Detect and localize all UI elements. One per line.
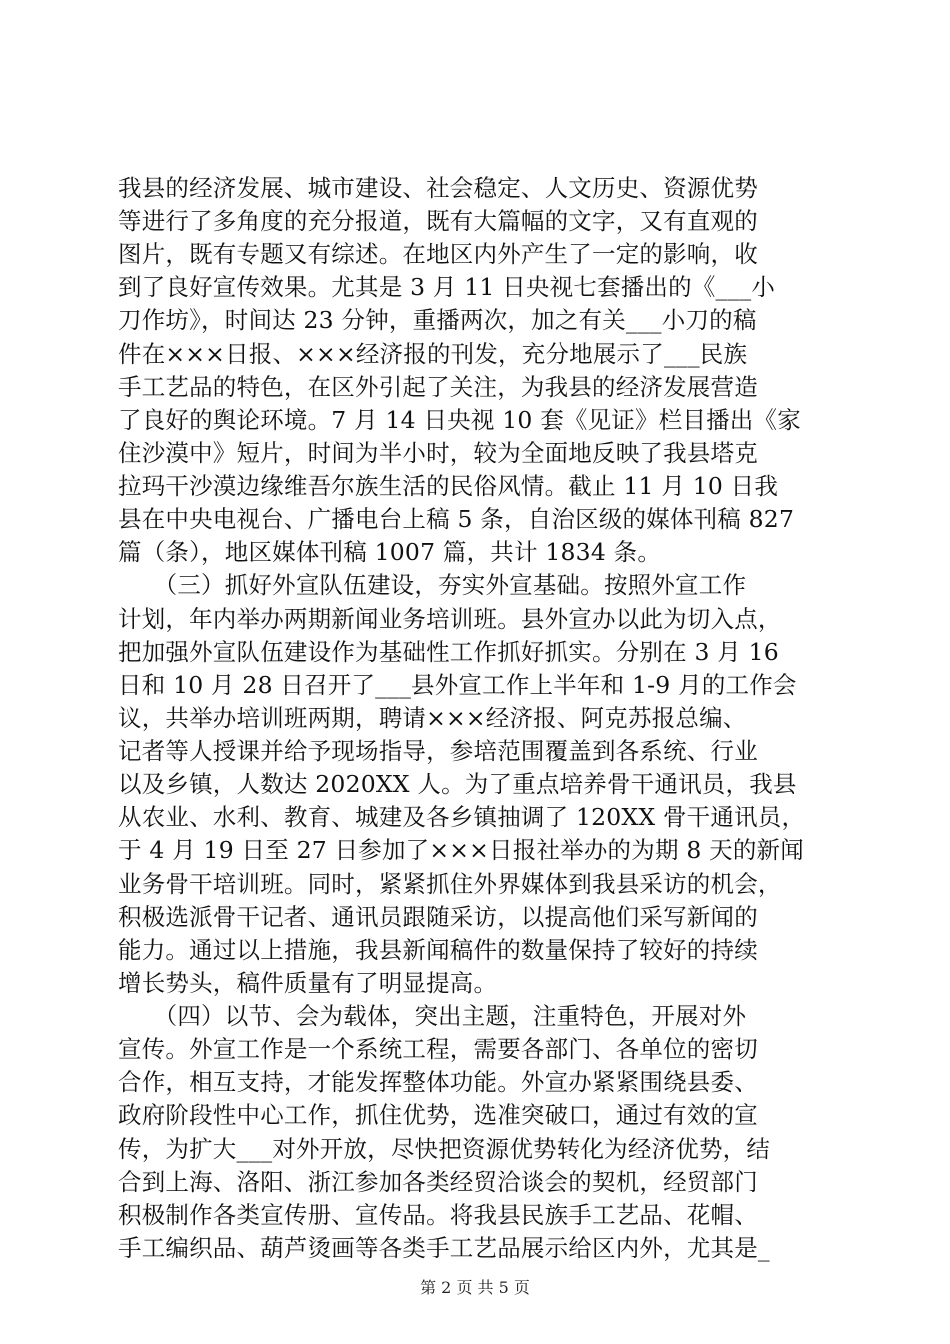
paragraph-line: 从农业、水利、教育、城建及各乡镇抽调了 120XX 骨干通讯员， <box>118 803 806 832</box>
paragraph-line: 增长势头，稿件质量有了明显提高。 <box>118 968 498 997</box>
paragraph-line: 以及乡镇，人数达 2020XX 人。为了重点培养骨干通讯员，我县 <box>118 770 797 799</box>
paragraph-line: 等进行了多角度的充分报道，既有大篇幅的文字，又有直观的 <box>118 207 758 236</box>
paragraph-line: 积极选派骨干记者、通讯员跟随采访，以提高他们采写新闻的 <box>118 902 758 931</box>
paragraph-line: 政府阶段性中心工作，抓住优势，选准突破口，通过有效的宣 <box>118 1101 758 1130</box>
paragraph-line: 日和 10 月 28 日召开了___县外宣工作上半年和 1-9 月的工作会 <box>118 670 797 699</box>
paragraph-line: 了良好的舆论环境。7 月 14 日央视 10 套《见证》栏目播出《家 <box>118 405 801 434</box>
paragraph-line: 记者等人授课并给予现场指导，参培范围覆盖到各系统、行业 <box>118 737 758 766</box>
paragraph-line: 件在×××日报、×××经济报的刊发，充分地展示了___民族 <box>118 339 748 368</box>
paragraph-line: 议，共举办培训班两期，聘请×××经济报、阿克苏报总编、 <box>118 703 747 732</box>
paragraph-line: 计划，年内举办两期新闻业务培训班。县外宣办以此为切入点， <box>118 604 782 633</box>
paragraph-line: 拉玛干沙漠边缘维吾尔族生活的民俗风情。截止 11 月 10 日我 <box>118 472 779 501</box>
paragraph-line: 能力。通过以上措施，我县新闻稿件的数量保持了较好的持续 <box>118 935 758 964</box>
paragraph-line: 传，为扩大___对外开放，尽快把资源优势转化为经济优势，结 <box>118 1134 771 1163</box>
paragraph-line: 到了良好宣传效果。尤其是 3 月 11 日央视七套播出的《___小 <box>118 273 776 302</box>
paragraph-line: 合作，相互支持，才能发挥整体功能。外宣办紧紧围绕县委、 <box>118 1068 758 1097</box>
paragraph-line: 刀作坊》，时间达 23 分钟，重播两次，加之有关___小刀的稿 <box>118 306 757 335</box>
paragraph-line: 我县的经济发展、城市建设、社会稳定、人文历史、资源优势 <box>118 174 758 202</box>
page-footer: 第 2 页 共 5 页 <box>420 1278 530 1297</box>
paragraph-line: 篇（条），地区媒体刊稿 1007 篇，共计 1834 条。 <box>118 538 662 567</box>
paragraph-line: 住沙漠中》短片，时间为半小时，较为全面地反映了我县塔克 <box>118 438 758 467</box>
paragraph-line: 图片，既有专题又有综述。在地区内外产生了一定的影响，收 <box>118 240 758 269</box>
paragraph-line: 于 4 月 19 日至 27 日参加了×××日报社举办的为期 8 天的新闻 <box>118 836 804 865</box>
paragraph-line: 手工艺品的特色，在区外引起了关注，为我县的经济发展营造 <box>118 372 758 401</box>
paragraph-line: 宣传。外宣工作是一个系统工程，需要各部门、各单位的密切 <box>118 1035 758 1064</box>
paragraph-line: 县在中央电视台、广播电台上稿 5 条，自治区级的媒体刊稿 827 <box>118 505 795 534</box>
paragraph-line: （四）以节、会为载体，突出主题，注重特色，开展对外 <box>118 1002 747 1031</box>
paragraph-line: （三）抓好外宣队伍建设，夯实外宣基础。按照外宣工作 <box>118 571 747 600</box>
paragraph-line: 积极制作各类宣传册、宣传品。将我县民族手工艺品、花帽、 <box>118 1200 758 1229</box>
paragraph-line: 手工编织品、葫芦烫画等各类手工艺品展示给区内外，尤其是_ <box>118 1233 770 1262</box>
paragraph-line: 业务骨干培训班。同时，紧紧抓住外界媒体到我县采访的机会， <box>118 869 782 898</box>
paragraph-line: 合到上海、洛阳、浙江参加各类经贸洽谈会的契机，经贸部门 <box>118 1167 758 1196</box>
paragraph-line: 把加强外宣队伍建设作为基础性工作抓好抓实。分别在 3 月 16 <box>118 637 779 666</box>
